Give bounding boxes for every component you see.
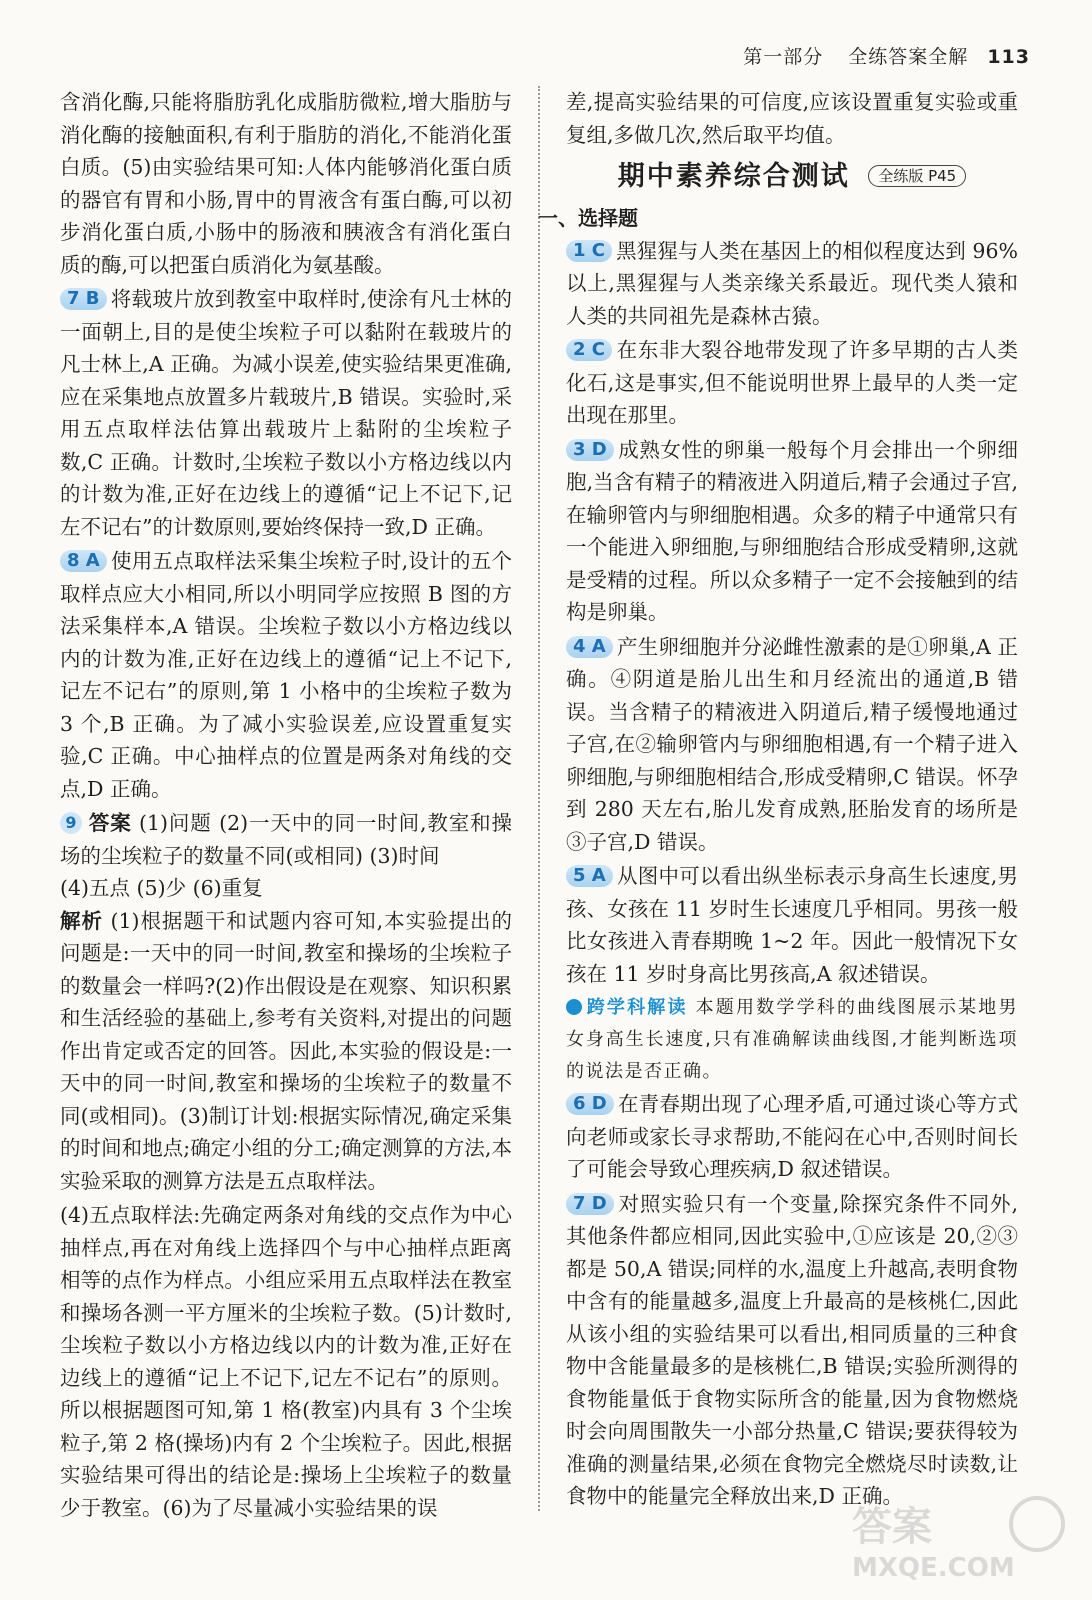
answer-item — [566, 631, 1018, 859]
page-reference-badge: 全练版 P45 — [868, 165, 966, 187]
cross-subject-note — [566, 992, 1018, 1088]
watermark-logo — [842, 1492, 1072, 1582]
answer-item-9 — [60, 807, 512, 1524]
answer-text: 黑猩猩与人类在基因上的相似程度达到 96%以上,黑猩猩与人类亲缘关系最近。现代类人猿和人类的共同祖先是森林古猿。 — [566, 238, 1018, 328]
question-number-badge: 9 — [60, 812, 82, 834]
answer-text: 对照实验只有一个变量,除探究条件不同外,其他条件都应相同,因此实验中,①应该是 20,②③都是 50,A 错误;同样的水,温度上升越高,表明食物中含有的能量越多,温度上升最高的是核桃仁,因此从该小组的实验结果可以看出,相同质量的三种食物中含能量最多的是核桃仁,B 错误;实验所测得的食物能量低于食物实际所含的能量,因为食物燃烧时会向周围散失一小部分热量,C 错误;要获得较为准确的测量结果,必须在食物完全燃烧尽时读数,让食物中的能量完全释放出来,D 正确。 — [566, 1191, 1018, 1508]
answer-tag: 3 D — [566, 439, 614, 461]
answer-line: (4)五点 (5)少 (6)重复 — [60, 876, 263, 900]
answer-text: 将载玻片放到教室中取样时,使涂有凡士林的一面朝上,目的是使尘埃粒子可以黏附在载玻片的凡士林上,A 正确。为减小误差,使实验结果更准确,应在采集地点放置多片载玻片,B 错误。实验时,采用五点取样法估算出载玻片上黏附的尘埃粒子数,C 正确。计数时,尘埃粒子数以小方格边线以内的计数为准,正好在边线上的遵循“记上不记下,记左不记右”的计数原则,要始终保持一致,D 正确。 — [60, 287, 512, 539]
analysis-label: 解析 — [60, 908, 103, 933]
analysis-text: (1)根据题干和试题内容可知,本实验提出的问题是:一天中的同一时间,教室和操场的尘埃粒子的数量会一样吗?(2)作出假设是在观察、知识积累和生活经验的基础上,参考有关资料,对提出的问题作出肯定或否定的回答。因此,本实验的假设是:一天中的同一时间,教室和操场的尘埃粒子的数量不同(或相同)。(3)制订计划:根据实际情况,确定采集的时间和地点;确定小组的分工;确定测算的方法,本实验采取的测算方法是五点取样法。 — [60, 908, 512, 1193]
answer-item-7 — [60, 283, 512, 543]
answer-tag: 2 C — [566, 339, 612, 361]
cross-subject-text: 本题用数学学科的曲线图展示某地男女身高生长速度,只有准确解读曲线图,才能判断选项的说法是否正确。 — [566, 997, 1019, 1082]
header-subtitle: 全练答案全解 — [848, 46, 969, 68]
answer-text: 从图中可以看出纵坐标表示身高生长速度,男孩、女孩在 11 岁时生长速度几乎相同。男孩一般比女孩进入青春期晚 1~2 年。因此一般情况下女孩在 11 岁时身高比男孩高,A 叙述错误。 — [566, 864, 1018, 986]
answer-item — [566, 334, 1018, 432]
test-title: 期中素养综合测试 — [617, 161, 850, 192]
section-heading: 一、选择题 — [538, 206, 638, 230]
answer-item — [566, 860, 1018, 990]
answer-text: 在青春期出现了心理矛盾,可通过谈心等方式向老师或家长寻求帮助,不能闷在心中,否则时间长了可能会导致心理疾病,D 叙述错误。 — [566, 1092, 1018, 1181]
left-column — [60, 86, 512, 1526]
answer-item — [566, 1188, 1018, 1513]
continued-paragraph: 差,提高实验结果的可信度,应该设置重复实验或重复组,多做几次,然后取平均值。 — [566, 90, 1018, 147]
answer-item-8 — [60, 545, 512, 805]
cross-subject-title: 跨学科解读 — [586, 997, 688, 1018]
header-section: 第一部分 — [743, 46, 824, 68]
answer-tag: 5 A — [566, 865, 613, 887]
answer-item — [566, 1088, 1018, 1186]
answer-label: 答案 — [88, 811, 132, 835]
answer-text: 产生卵细胞并分泌雌性激素的是①卵巢,A 正确。④阴道是胎儿出生和月经流出的通道,B 错误。当含精子的精液进入阴道后,精子缓慢地通过子宫,在②输卵管内与卵细胞相遇,有一个精子进入卵细胞,与卵细胞相结合,形成受精卵,C 错误。怀孕到 280 天左右,胎儿发育成熟,胚胎发育的场所是③子宫,D 错误。 — [566, 634, 1018, 854]
answer-item — [566, 235, 1018, 333]
analysis-text-2: (4)五点取样法:先确定两条对角线的交点作为中心抽样点,再在对角线上选择四个与中心抽样点距离相等的点作为样点。小组应采用五点取样法在教室和操场各测一平方厘米的尘埃粒子数。(5)计数时,尘埃粒子数以小方格边线以内的计数为准,正好在边线上的遵循“记上不记下,记左不记右”的原则。所以根据题图可知,第 1 格(教室)内具有 3 个尘埃粒子,第 2 格(操场)内有 2 个尘埃粒子。因此,根据实验结果可得出的结论是:操场上尘埃粒子的数量少于教室。(6)为了尽量减小实验结果的误 — [60, 1203, 512, 1520]
answer-tag: 7 D — [566, 1193, 614, 1215]
watermark-text: 答案 — [852, 1504, 932, 1550]
answer-line: (1)问题 (2)一天中的同一时间,教室和操场的尘埃粒子的数量不同(或相同) (3)时间 — [60, 811, 512, 868]
page-number: 113 — [987, 46, 1030, 68]
page-header — [743, 42, 1030, 69]
answer-tag: 7 B — [60, 288, 107, 310]
answer-list — [566, 235, 1018, 991]
answer-text: 在东非大裂谷地带发现了许多早期的古人类化石,这是事实,但不能说明世界上最早的人类一定出现在那里。 — [566, 338, 1018, 427]
answer-tag: 8 A — [60, 550, 107, 572]
watermark-url: MXQE.COM — [852, 1553, 1015, 1582]
answer-text: 成熟女性的卵巢一般每个月会排出一个卵细胞,当含有精子的精液进入阴道后,精子会通过子宫,在输卵管内与卵细胞相遇。众多的精子中通常只有一个能进入卵细胞,与卵细胞结合形成受精卵,这就是受精的过程。所以众多精子一定不会接触到的结构是卵巢。 — [566, 437, 1018, 624]
answer-list-2 — [566, 1088, 1018, 1513]
answer-tag: 6 D — [566, 1093, 614, 1115]
column-divider — [538, 86, 540, 1511]
continued-paragraph: 含消化酶,只能将脂肪乳化成脂肪微粒,增大脂肪与消化酶的接触面积,有利于脂肪的消化,不能消化蛋白质。(5)由实验结果可知:人体内能够消化蛋白质的器官有胃和小肠,胃中的胃液含有蛋白酶,可以初步消化蛋白质,小肠中的肠液和胰液含有消化蛋白质的酶,可以把蛋白质消化为氨基酸。 — [60, 90, 512, 277]
test-title-row — [566, 157, 1018, 198]
answer-text: 使用五点取样法采集尘埃粒子时,设计的五个取样点应大小相同,所以小明同学应按照 B 图的方法采集样本,A 错误。尘埃粒子数以小方格边线以内的计数为准,正好在边线上的遵循“记上不记下,记左不记右”的原则,第 1 小格中的尘埃粒子数为 3 个,B 正确。为了减小实验误差,应设置重复实验,C 正确。中心抽样点的位置是两条对角线的交点,D 正确。 — [60, 549, 512, 801]
answer-tag: 4 A — [566, 636, 613, 658]
cross-subject-icon — [566, 999, 582, 1015]
answer-tag: 1 C — [566, 240, 612, 262]
right-column — [538, 86, 1019, 1515]
answer-item — [566, 434, 1018, 629]
